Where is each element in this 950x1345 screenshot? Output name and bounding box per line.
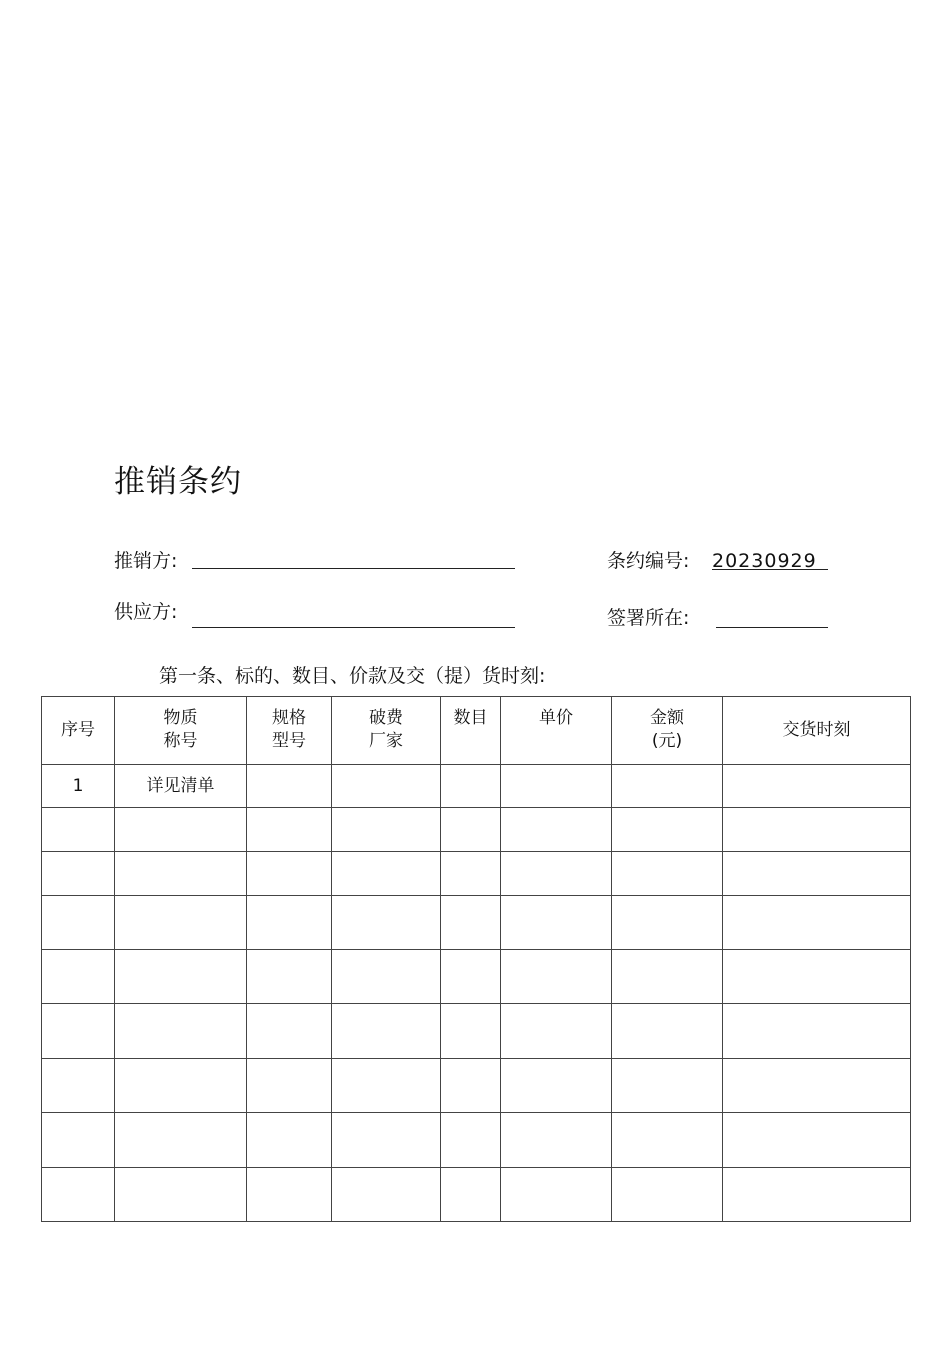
table-cell[interactable] (723, 1004, 911, 1059)
table-header-row (42, 697, 911, 765)
table-cell[interactable] (441, 765, 501, 808)
table-cell[interactable] (42, 808, 115, 852)
table-cell[interactable] (115, 852, 247, 896)
contract-no-label: 条约编号: (607, 550, 690, 572)
table-cell[interactable] (247, 1004, 332, 1059)
table-cell[interactable] (501, 1113, 612, 1168)
table-cell[interactable] (441, 1168, 501, 1222)
table-row (42, 950, 911, 1004)
table-cell[interactable] (723, 896, 911, 950)
table-cell[interactable] (723, 1059, 911, 1113)
goods-table (41, 696, 911, 1222)
table-cell[interactable] (332, 950, 441, 1004)
table-cell[interactable] (247, 765, 332, 808)
table-row (42, 1168, 911, 1222)
table-cell[interactable] (115, 1004, 247, 1059)
table-cell[interactable] (42, 1113, 115, 1168)
table-cell[interactable]: 详见清单 (115, 765, 247, 808)
section1-heading: 第一条、标的、数目、价款及交（提）货时刻: (159, 665, 546, 687)
table-cell[interactable] (723, 765, 911, 808)
supplier-label: 供应方: (114, 601, 178, 623)
contract-no-value: 20230929 (712, 550, 817, 572)
table-cell[interactable] (115, 896, 247, 950)
table-cell[interactable] (247, 1168, 332, 1222)
table-row (42, 852, 911, 896)
table-cell[interactable] (612, 1168, 723, 1222)
table-cell[interactable] (115, 1113, 247, 1168)
table-cell[interactable] (332, 852, 441, 896)
table-cell[interactable] (115, 950, 247, 1004)
table-cell[interactable] (332, 1168, 441, 1222)
table-cell[interactable] (332, 1004, 441, 1059)
table-cell[interactable] (247, 1113, 332, 1168)
table-cell[interactable] (612, 765, 723, 808)
table-cell[interactable] (247, 896, 332, 950)
table-cell[interactable] (501, 808, 612, 852)
table-row (42, 808, 911, 852)
table-cell[interactable] (441, 852, 501, 896)
table-row (42, 896, 911, 950)
table-cell[interactable] (42, 896, 115, 950)
header-manufacturer: 破费 厂家 (332, 697, 441, 765)
table-cell[interactable] (441, 1059, 501, 1113)
table-cell[interactable] (332, 1059, 441, 1113)
table-cell[interactable] (332, 896, 441, 950)
table-cell[interactable] (723, 808, 911, 852)
supplier-field (114, 599, 177, 625)
buyer-label: 推销方: (114, 550, 178, 572)
table-cell[interactable] (612, 852, 723, 896)
table-cell[interactable] (42, 852, 115, 896)
document-title: 推销条约 (114, 464, 242, 500)
buyer-input-line[interactable] (192, 568, 515, 569)
supplier-input-line[interactable] (192, 627, 515, 628)
table-cell[interactable] (723, 852, 911, 896)
table-cell[interactable] (441, 896, 501, 950)
table-cell[interactable] (723, 950, 911, 1004)
header-spec-model: 规格 型号 (247, 697, 332, 765)
table-row (42, 1004, 911, 1059)
table-cell[interactable] (501, 1059, 612, 1113)
table-cell[interactable] (501, 852, 612, 896)
table-cell[interactable] (42, 1004, 115, 1059)
table-cell[interactable] (612, 896, 723, 950)
table-cell[interactable] (115, 808, 247, 852)
table-cell[interactable] (247, 950, 332, 1004)
table-cell[interactable] (332, 765, 441, 808)
table-cell[interactable] (723, 1113, 911, 1168)
table-row (42, 1059, 911, 1113)
sign-place-label: 签署所在: (607, 607, 690, 629)
table-cell[interactable] (42, 950, 115, 1004)
table-cell[interactable] (332, 808, 441, 852)
table-cell[interactable] (612, 808, 723, 852)
table-cell[interactable] (247, 808, 332, 852)
table-cell[interactable] (332, 1113, 441, 1168)
table-row (42, 1113, 911, 1168)
table-cell[interactable] (501, 765, 612, 808)
table-cell[interactable] (612, 1059, 723, 1113)
table-cell[interactable] (42, 1168, 115, 1222)
sign-place-input-line[interactable] (716, 627, 828, 628)
table-cell[interactable] (612, 1113, 723, 1168)
sign-place-field (607, 605, 689, 631)
table-cell[interactable] (501, 950, 612, 1004)
contract-no-input-line[interactable] (712, 569, 828, 570)
table-cell[interactable] (501, 1168, 612, 1222)
table-cell[interactable] (723, 1168, 911, 1222)
table-cell[interactable] (441, 1113, 501, 1168)
header-unit-price: 单价 (501, 697, 612, 765)
table-cell[interactable] (501, 896, 612, 950)
contract-no-field (607, 548, 689, 574)
table-cell[interactable] (501, 1004, 612, 1059)
header-serial: 序号 (42, 697, 115, 765)
table-cell[interactable] (441, 950, 501, 1004)
table-cell[interactable] (115, 1059, 247, 1113)
table-row (42, 765, 911, 808)
header-delivery-time: 交货时刻 (723, 697, 911, 765)
table-cell[interactable] (247, 852, 332, 896)
header-amount: 金额 (元) (612, 697, 723, 765)
header-item-name: 物质 称号 (115, 697, 247, 765)
table-cell[interactable] (247, 1059, 332, 1113)
table-cell[interactable]: 1 (42, 765, 115, 808)
table-cell[interactable] (441, 808, 501, 852)
header-quantity: 数目 (441, 697, 501, 765)
table-cell[interactable] (441, 1004, 501, 1059)
buyer-field (114, 548, 177, 574)
table-cell[interactable] (115, 1168, 247, 1222)
table-cell[interactable] (42, 1059, 115, 1113)
table-cell[interactable] (612, 950, 723, 1004)
table-cell[interactable] (612, 1004, 723, 1059)
